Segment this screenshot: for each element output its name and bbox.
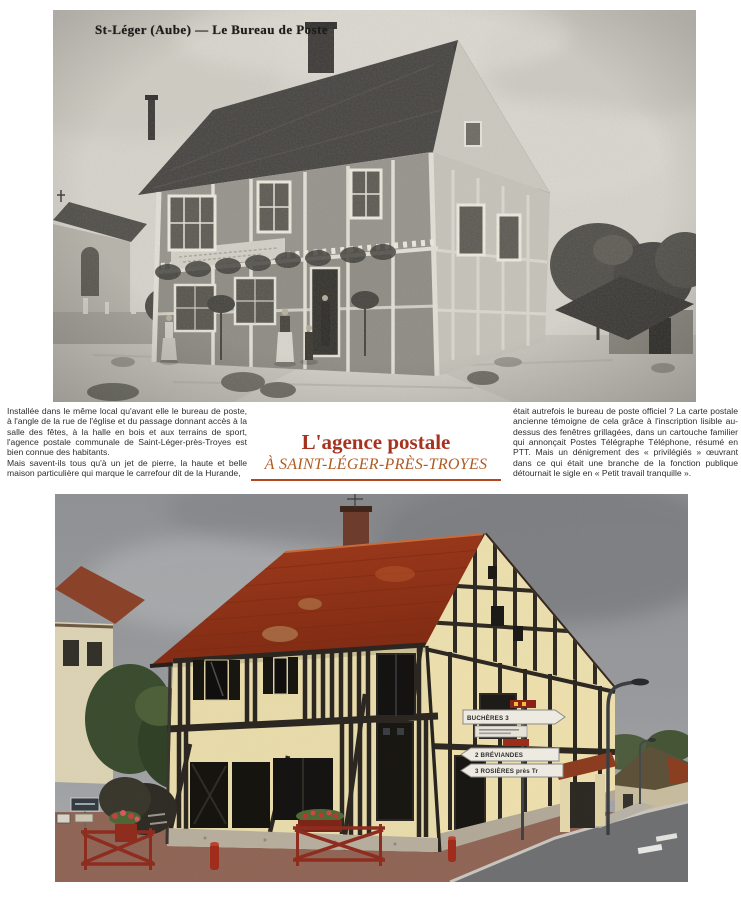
sign-breviandes: 2 BRÉVIANDES	[475, 752, 524, 759]
paragraph: Mais savent-ils tous qu'à un jet de pierre, la haute et belle maison particulière qui marque le carrefour dit de la Hurande,	[7, 457, 247, 479]
modern-photo-illustration	[55, 494, 688, 882]
article-title: L'agence postale	[301, 430, 451, 454]
postcard-illustration	[53, 10, 696, 402]
vignette-overlay	[53, 10, 696, 402]
paragraph: Installée dans le même local qu'avant elle le bureau de poste, à l'angle de la rue de l'église et du passage donnant accès à la salle des fêtes, à la halle en bois et aux terrains de sport, l'agence postale communale de Saint-Léger-près-Troyes est bien connue des habitants.	[7, 406, 247, 458]
sign-rosieres: 3 ROSIÈRES près Tr	[475, 768, 539, 775]
paragraph: était autrefois le bureau de poste officiel ? La carte postale ancienne témoigne de cela grâce à l'inscription lisible au-dessus des fenêtres grillagées, dans un cartouche familier qui annonçait Postes Télégraphe Téléphone, résumé en PTT. Mais un dénigrement des « privilégiés » œuvrant dans ce qui était une branche de la fonction publique détournait le sigle en « Petit travail tranquille ».	[513, 406, 738, 479]
modern-photo	[55, 494, 688, 882]
article-title-block	[247, 431, 505, 481]
title-underline	[251, 479, 501, 481]
sign-bucheres: BUCHÈRES 3	[467, 715, 509, 722]
article-column-left	[7, 406, 247, 478]
photo-grain-overlay	[55, 494, 688, 882]
article-subtitle: À SAINT-LÉGER-PRÈS-TROYES	[264, 456, 488, 473]
vintage-postcard-photo	[53, 10, 696, 402]
article-column-right	[513, 406, 738, 478]
postcard-caption: St-Léger (Aube) — Le Bureau de Poste	[95, 22, 329, 37]
